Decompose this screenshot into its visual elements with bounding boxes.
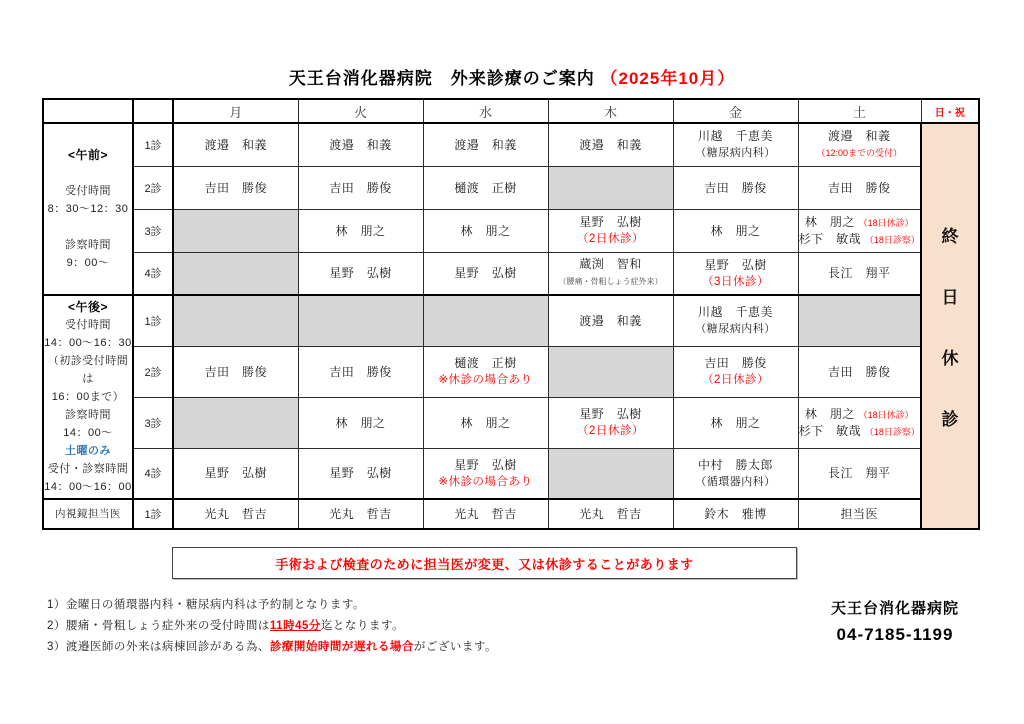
section-label-line: <午前> [67, 148, 109, 162]
text-segment: 中村 勝太郎 [697, 457, 773, 472]
schedule-cell [798, 123, 921, 166]
schedule-cell [673, 448, 798, 499]
schedule-table-body [43, 123, 979, 529]
text-segment: （糖尿病内科） [695, 323, 776, 336]
text-segment: 渡邉 和義 [579, 313, 642, 328]
schedule-cell-line [674, 457, 798, 473]
schedule-cell-line [174, 506, 298, 522]
schedule-cell [548, 209, 673, 252]
text-segment: 星野 弘樹 [579, 407, 642, 421]
day-header: 金 [673, 99, 798, 123]
day-header: 月 [173, 99, 298, 123]
day-header: 土 [798, 99, 921, 123]
text-segment: 1）金曜日の循環器内科・糖尿病内科は予約制となります。 [47, 599, 365, 611]
schedule-cell-line [299, 465, 423, 481]
schedule-cell [173, 448, 298, 499]
text-segment: （2日休診） [577, 425, 644, 437]
schedule-row [43, 346, 979, 397]
page-title-main: 天王台消化器病院 外来診療のご案内 [288, 69, 595, 88]
schedule-cell-line [674, 320, 798, 337]
section-label-line: （初診受付時間は [47, 355, 129, 385]
schedule-row [43, 397, 979, 448]
schedule-cell-line [174, 465, 298, 481]
schedule-cell-line [549, 313, 673, 329]
text-segment: 樋渡 正樹 [454, 356, 517, 370]
schedule-cell-line [549, 406, 673, 422]
schedule-cell-line [674, 304, 798, 320]
schedule-cell-line [799, 506, 921, 522]
schedule-cell-line [424, 223, 548, 239]
schedule-cell [548, 448, 673, 499]
schedule-cell-line [674, 223, 798, 239]
hospital-contact [800, 597, 990, 645]
text-segment: 吉田 勝俊 [204, 364, 267, 379]
text-segment: 星野 弘樹 [454, 266, 517, 281]
schedule-cell [298, 123, 423, 166]
text-segment: 林 朋之 [804, 214, 859, 229]
text-segment: 吉田 勝俊 [329, 364, 392, 379]
text-segment: 光丸 哲吉 [329, 507, 392, 521]
holiday-char: 日 [941, 288, 959, 307]
schedule-cell [298, 252, 423, 295]
schedule-cell-line [674, 355, 798, 371]
schedule-cell [423, 499, 548, 529]
corner-cell [43, 99, 133, 123]
text-segment: （循環器内科） [695, 475, 776, 488]
text-segment: がございます。 [413, 641, 497, 653]
schedule-cell [798, 209, 921, 252]
schedule-cell-line [674, 144, 798, 161]
text-segment: 蔵渕 智和 [579, 257, 642, 272]
hospital-phone: 04-7185-1199 [836, 625, 954, 644]
schedule-table-head [43, 99, 979, 123]
schedule-cell-line [674, 273, 798, 290]
text-segment: 吉田 勝俊 [204, 180, 267, 195]
schedule-cell [548, 499, 673, 529]
section-label-line: 受付時間 [65, 185, 111, 197]
schedule-cell [298, 166, 423, 209]
schedule-cell-line [674, 473, 798, 490]
text-segment: （18日診察） [864, 234, 920, 245]
holiday-char: 休 [941, 349, 959, 368]
notice-text: 手術および検査のために担当医が変更、又は休診することがあります [275, 556, 694, 572]
schedule-cell-line [549, 272, 673, 290]
schedule-cell [298, 295, 423, 346]
schedule-row [43, 166, 979, 209]
schedule-cell [298, 346, 423, 397]
text-segment: 3）渡邉医師の外来は病棟回診がある為、 [47, 641, 270, 653]
schedule-cell-line [299, 223, 423, 239]
clinic-no-cell: 1診 [133, 295, 173, 346]
text-segment: 渡邉 和義 [454, 137, 517, 152]
day-header: 水 [423, 99, 548, 123]
text-segment: 星野 弘樹 [329, 266, 392, 281]
schedule-cell [423, 448, 548, 499]
text-segment: 渡邉 和義 [329, 137, 392, 152]
day-header: 火 [298, 99, 423, 123]
text-segment: 吉田 勝俊 [704, 356, 767, 370]
text-segment: 2）腰痛・骨粗しょう症外来の受付時間は [47, 620, 270, 632]
schedule-cell-line [799, 231, 921, 248]
schedule-cell [798, 166, 921, 209]
clinic-no-cell: 4診 [133, 448, 173, 499]
text-segment: ※休診の場合あり [438, 475, 533, 488]
schedule-cell-line [424, 137, 548, 153]
schedule-cell-line [549, 506, 673, 522]
schedule-cell [798, 295, 921, 346]
text-segment: 星野 弘樹 [329, 466, 392, 481]
day-header-row [43, 99, 979, 123]
text-segment: 迄となります。 [320, 620, 404, 632]
schedule-cell [173, 397, 298, 448]
text-segment: 診療開始時間が遅れる場合 [269, 641, 414, 653]
section-label-line: <午後> [67, 300, 109, 314]
schedule-cell-line [674, 180, 798, 196]
schedule-cell-line [424, 473, 548, 490]
schedule-cell [298, 499, 423, 529]
section-label-line: 14：00～16：30 [44, 337, 132, 349]
schedule-cell [548, 252, 673, 295]
text-segment: 渡邉 和義 [204, 137, 267, 152]
schedule-cell-line [174, 364, 298, 380]
section-label-line: 14：00～16：00 [44, 481, 132, 493]
text-segment: （3日休診） [702, 275, 769, 288]
schedule-cell [423, 346, 548, 397]
schedule-cell-line [299, 180, 423, 196]
schedule-cell-line [424, 371, 548, 388]
holiday-header: 日・祝 [921, 99, 979, 123]
page-title [0, 64, 1024, 89]
schedule-cell [423, 209, 548, 252]
text-segment: 杉下 敏哉 [798, 423, 865, 438]
text-segment: 光丸 哲吉 [579, 507, 642, 521]
section-label-line: 内視鏡担当医 [55, 508, 121, 520]
text-segment: 林 朋之 [335, 415, 386, 430]
schedule-row [43, 252, 979, 295]
text-segment: 鈴木 雅博 [704, 507, 767, 521]
text-segment: 林 朋之 [710, 223, 761, 238]
text-segment: 星野 弘樹 [579, 215, 642, 229]
section-label-line: 受付・診察時間 [47, 463, 129, 475]
schedule-cell-line [424, 355, 548, 371]
schedule-cell [173, 295, 298, 346]
schedule-cell-line [424, 506, 548, 522]
schedule-cell-line [549, 137, 673, 153]
section-label-morning [43, 123, 133, 295]
text-segment: 吉田 勝俊 [329, 180, 392, 195]
text-segment: 樋渡 正樹 [454, 180, 517, 195]
schedule-cell [798, 499, 921, 529]
text-segment: 光丸 哲吉 [204, 507, 267, 521]
notice-box [172, 547, 797, 579]
schedule-cell-line [299, 506, 423, 522]
holiday-column [921, 123, 979, 529]
text-segment: 渡邉 和義 [579, 137, 642, 152]
section-label-line: 8：30～12：30 [47, 203, 129, 215]
text-segment: 11時45分 [269, 620, 321, 632]
section-label-line: 診察時間 [65, 409, 111, 421]
section-label-line: 9：00～ [66, 257, 110, 269]
text-segment: ※休診の場合あり [438, 374, 533, 386]
schedule-cell-line [799, 364, 921, 380]
schedule-cell-line [674, 371, 798, 388]
text-segment: 星野 弘樹 [204, 466, 267, 481]
text-segment: 渡邉 和義 [827, 129, 891, 144]
schedule-cell-line [799, 214, 921, 231]
text-segment: 川越 千恵美 [697, 305, 773, 320]
text-segment: 星野 弘樹 [704, 257, 767, 272]
schedule-cell-line [424, 457, 548, 473]
text-segment: 林 朋之 [460, 223, 511, 238]
clinic-no-cell: 2診 [133, 346, 173, 397]
schedule-cell-line [674, 415, 798, 431]
schedule-cell-line [674, 506, 798, 522]
schedule-cell-line [549, 214, 673, 230]
section-label-line: 16：00まで） [51, 391, 125, 403]
schedule-cell-line [799, 465, 921, 481]
schedule-cell-line [799, 406, 921, 423]
schedule-cell [548, 166, 673, 209]
schedule-table [42, 98, 980, 530]
schedule-cell-line [674, 128, 798, 144]
schedule-row [43, 499, 979, 529]
schedule-cell [173, 209, 298, 252]
day-header: 木 [548, 99, 673, 123]
text-segment: （2日休診） [577, 233, 644, 245]
section-label-line: 14：00～ [63, 427, 113, 439]
text-segment: 杉下 敏哉 [798, 231, 865, 246]
holiday-char: 終 [941, 227, 959, 246]
schedule-cell [673, 346, 798, 397]
section-label-afternoon [43, 295, 133, 499]
schedule-cell [548, 346, 673, 397]
section-label-line [44, 218, 132, 236]
section-label-line: 土曜のみ [65, 445, 111, 457]
schedule-cell [673, 397, 798, 448]
schedule-cell-line [174, 137, 298, 153]
schedule-cell-line [799, 128, 921, 144]
text-segment: 吉田 勝俊 [704, 180, 767, 195]
schedule-cell-line [299, 137, 423, 153]
schedule-cell [298, 397, 423, 448]
schedule-cell-line [299, 364, 423, 380]
clinic-no-cell: 3診 [133, 209, 173, 252]
schedule-cell-line [549, 422, 673, 439]
section-label-line: 受付時間 [65, 319, 111, 331]
schedule-row [43, 295, 979, 346]
schedule-cell [798, 448, 921, 499]
text-segment: 川越 千恵美 [697, 129, 773, 144]
schedule-cell-line [424, 265, 548, 281]
schedule-cell [673, 499, 798, 529]
schedule-cell [673, 166, 798, 209]
schedule-cell [173, 499, 298, 529]
schedule-cell [798, 346, 921, 397]
section-label-line: 診察時間 [65, 239, 111, 251]
schedule-row [43, 123, 979, 166]
text-segment: （12:00までの受付） [816, 148, 903, 159]
schedule-cell [548, 123, 673, 166]
schedule-cell [423, 397, 548, 448]
clinic-no-cell: 2診 [133, 166, 173, 209]
text-segment: 光丸 哲吉 [454, 507, 517, 521]
text-segment: （18日診察） [864, 426, 920, 437]
text-segment: （2日休診） [702, 374, 769, 386]
schedule-cell [423, 295, 548, 346]
schedule-cell [798, 252, 921, 295]
schedule-cell [173, 346, 298, 397]
schedule-cell [173, 166, 298, 209]
text-segment: （腰痛・骨粗しょう症外来） [558, 277, 663, 287]
text-segment: （18日休診） [858, 409, 914, 420]
text-segment: 吉田 勝俊 [827, 180, 891, 195]
text-segment: 吉田 勝俊 [827, 364, 891, 379]
clinic-no-cell: 1診 [133, 499, 173, 529]
section-label-endoscopy [43, 499, 133, 529]
schedule-cell-line [799, 144, 921, 161]
text-segment: （糖尿病内科） [695, 147, 776, 160]
schedule-cell-line [424, 415, 548, 431]
hospital-name: 天王台消化器病院 [830, 600, 959, 617]
schedule-cell [423, 252, 548, 295]
schedule-cell-line [799, 265, 921, 281]
text-segment: 林 朋之 [335, 223, 386, 238]
schedule-cell-line [549, 230, 673, 247]
text-segment: 林 朋之 [804, 406, 859, 421]
text-segment: 林 朋之 [710, 415, 761, 430]
holiday-closed-text [922, 222, 978, 430]
schedule-cell [423, 166, 548, 209]
text-segment: 林 朋之 [460, 415, 511, 430]
page-title-month: （2025年10月） [600, 69, 736, 88]
text-segment: 長江 翔平 [827, 466, 891, 481]
schedule-cell [173, 123, 298, 166]
schedule-row [43, 448, 979, 499]
schedule-cell-line [799, 180, 921, 196]
schedule-cell [298, 448, 423, 499]
clinic-no-cell: 1診 [133, 123, 173, 166]
schedule-cell-line [174, 180, 298, 196]
schedule-cell [423, 123, 548, 166]
schedule-cell [673, 295, 798, 346]
text-segment: 担当医 [840, 507, 878, 521]
section-label-line [44, 164, 132, 182]
schedule-cell-line [299, 265, 423, 281]
holiday-char: 診 [941, 410, 959, 429]
schedule-cell [673, 123, 798, 166]
schedule-cell-line [799, 423, 921, 440]
clinic-no-cell: 4診 [133, 252, 173, 295]
schedule-cell-line [424, 180, 548, 196]
schedule-cell [173, 252, 298, 295]
text-segment: （18日休診） [858, 217, 914, 228]
schedule-cell [798, 397, 921, 448]
schedule-cell-line [549, 256, 673, 272]
schedule-cell-line [674, 257, 798, 273]
clinic-no-cell: 3診 [133, 397, 173, 448]
schedule-cell [548, 397, 673, 448]
schedule-cell [673, 209, 798, 252]
schedule-cell [548, 295, 673, 346]
text-segment: 星野 弘樹 [454, 457, 517, 472]
clinic-no-header [133, 99, 173, 123]
schedule-cell [298, 209, 423, 252]
schedule-cell [673, 252, 798, 295]
text-segment: 長江 翔平 [827, 266, 891, 281]
schedule-row [43, 209, 979, 252]
schedule-cell-line [299, 415, 423, 431]
